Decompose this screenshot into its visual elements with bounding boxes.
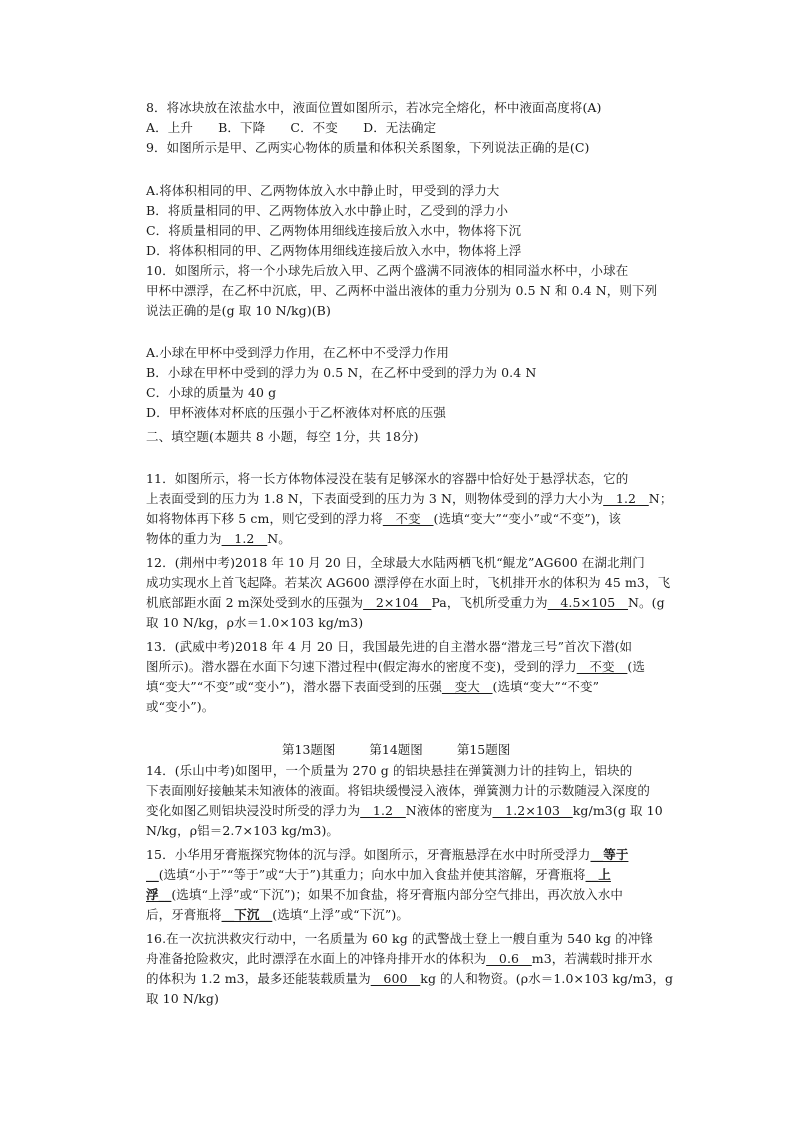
q15-line-3: 浮__(选填“上浮”或“下沉”)；如果不加食盐，将牙膏瓶内部分空气排出，再次放入水中 [146,887,624,902]
figure-14-caption: 第14题图 [369,742,423,757]
q11-line-3: 如将物体再下移 5 cm，则它受到的浮力将__不变__(选填“变大”“变小”或“不变”)，该 [146,511,621,526]
figure-13-caption: 第13题图 [282,742,336,757]
q12-answer-1: __2×104__ [363,595,432,610]
q13-answer-1: __不变__ [576,659,628,674]
section-heading-fill-in: 二、填空题(本题共 8 小题，每空 1分，共 18分) [146,429,419,444]
q15-answer-3: __下沉__ [221,907,273,922]
q15-answer-2: __上 [585,867,611,882]
q15-answer-1: __等于 [590,847,629,862]
q11-answer-3: __1.2__ [221,531,268,546]
q9-option-a: A.将体积相同的甲、乙两物体放入水中静止时，甲受到的浮力大 [146,183,500,198]
q9-option-b: B．将质量相同的甲、乙两物体放入水中静止时，乙受到的浮力小 [146,203,509,218]
q15-line-4: 后，牙膏瓶将__下沉__(选填“上浮”或“下沉”)。 [146,907,409,922]
q11-line-4: 物体的重力为__1.2__N。 [146,531,291,546]
figure-15-caption: 第15题图 [456,742,511,757]
q9-option-c: C．将质量相同的甲、乙两物体用细线连接后放入水中，物体将下沉 [146,223,522,238]
q11-line-1: 11．如图所示，将一长方体物体浸没在装有足够深水的容器中恰好处于悬浮状态，它的 [146,471,629,486]
q16-answer-1: __0.6__ [486,951,532,966]
q11-line-2: 上表面受到的压力为 1.8 N，下表面受到的压力为 3 N，则物体受到的浮力大小为__1.2__N； [146,491,673,506]
q10-line-2: 甲杯中漂浮，在乙杯中沉底，甲、乙两杯中溢出液体的重力分别为 0.5 N 和 0.4 N，则下列 [146,283,658,298]
q12-line-3: 机底部距水面 2 m深处受到水的压强为__2×104__Pa，飞机所受重力为__4.5×105__N。(g [146,595,665,610]
q16-answer-2: __600__ [370,971,421,986]
q14-line-4: N/kg，ρ铝＝2.7×103 kg/m3)。 [146,823,340,838]
q13-answer-2: __变大__ [441,679,493,694]
q8-options: A．上升 B．下降 C．不变 D．无法确定 [146,120,437,135]
q14-line-2: 下表面刚好接触某未知液体的液面。将铝块缓慢浸入液体，弹簧测力计的示数随浸入深度的 [146,783,651,798]
q10-option-b: B．小球在甲杯中受到的浮力为 0.5 N，在乙杯中受到的浮力为 0.4 N [146,365,537,380]
q14-answer-1: __1.2__ [360,803,406,818]
q9-option-d: D．将体积相同的甲、乙两物体用细线连接后放入水中，物体将上浮 [146,243,522,258]
q16-line-4: 取 10 N/kg) [146,991,219,1006]
q11-answer-2: __不变__ [382,511,434,526]
q10-option-d: D．甲杯液体对杯底的压强小于乙杯液体对杯底的压强 [146,405,446,420]
q15-line-2: __(选填“小于”“等于”或“大于”)其重力；向水中加入食盐并使其溶解，牙膏瓶将__上 [146,867,611,882]
q13-line-3: 填“变大”“不变”或“变小”)，潜水器下表面受到的压强__变大__(选填“变大”“不变” [146,679,600,694]
q9-stem: 9．如图所示是甲、乙两实心物体的质量和体积关系图象，下列说法正确的是(C) [146,140,590,155]
q14-line-3: 变化如图乙则铝块浸没时所受的浮力为__1.2__N液体的密度为__1.2×103__kg/m3(g 取 10 [146,803,663,818]
q10-option-a: A.小球在甲杯中受到浮力作用，在乙杯中不受浮力作用 [146,345,450,360]
q16-line-2: 舟准备抢险救灾，此时漂浮在水面上的冲锋舟排开水的体积为__0.6__m3，若满载时排开水 [146,951,653,966]
q10-line-3: 说法正确的是(g 取 10 N/kg)(B) [146,303,331,318]
q13-line-4: 或“变小”)。 [146,699,215,714]
q11-answer-1: __1.2__ [603,491,649,506]
q15-line-1: 15．小华用牙膏瓶探究物体的沉与浮。如图所示，牙膏瓶悬浮在水中时所受浮力__等于 [146,847,629,862]
q12-line-4: 取 10 N/kg，ρ水＝1.0×103 kg/m3) [146,615,364,630]
q14-answer-2: __1.2×103__ [492,803,573,818]
q16-line-3: 的体积为 1.2 m3，最多还能装载质量为__600__kg 的人和物资。(ρ水＝1.0×103 kg/m3，g [146,971,674,986]
q12-line-2: 成功实现水上首飞起降。若某次 AG600 漂浮停在水面上时，飞机排开水的体积为 45 m3，飞 [146,575,671,590]
q10-line-1: 10．如图所示，将一个小球先后放入甲、乙两个盛满不同液体的相同溢水杯中，小球在 [146,263,629,278]
q14-line-1: 14．(乐山中考)如图甲，一个质量为 270 g 的铝块悬挂在弹簧测力计的挂钩上，铝块的 [146,763,633,778]
q12-line-1: 12．(荆州中考)2018 年 10 月 20 日，全球最大水陆两栖飞机“鲲龙”AG600 在湖北荆门 [146,555,645,570]
q13-line-1: 13．(武威中考)2018 年 4 月 20 日，我国最先进的自主潜水器“潜龙三号”首次下潜(如 [146,639,633,654]
q10-option-c: C．小球的质量为 40 g [146,385,277,400]
figure-captions [282,741,510,759]
q12-answer-2: __4.5×105__ [547,595,628,610]
q13-line-2: 图所示)。潜水器在水面下匀速下潜过程中(假定海水的密度不变)，受到的浮力__不变__(选 [146,659,645,674]
q8-stem: 8．将冰块放在浓盐水中，液面位置如图所示，若冰完全熔化，杯中液面高度将(A) [146,100,602,115]
q16-line-1: 16.在一次抗洪救灾行动中，一名质量为 60 kg 的武警战士登上一艘自重为 540 kg 的冲锋 [146,931,654,946]
